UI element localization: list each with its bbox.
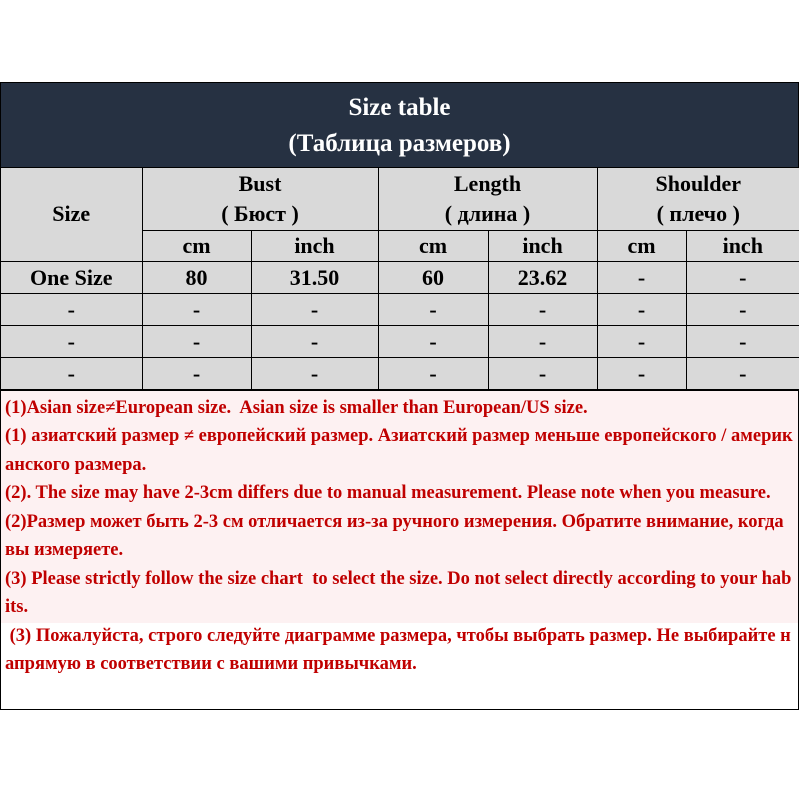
table-title — [1, 83, 798, 168]
unit-cell: inch — [686, 230, 799, 261]
table-row — [1, 325, 799, 357]
size-chart — [0, 82, 799, 710]
table-cell: 60 — [378, 261, 488, 293]
header-length-ru: ( длина ) — [444, 200, 531, 226]
unit-cell: inch — [251, 230, 378, 261]
table-cell: - — [1, 357, 142, 389]
table-cell: - — [142, 293, 251, 325]
table-cell: 31.50 — [251, 261, 378, 293]
table-cell: - — [686, 325, 799, 357]
table-cell: - — [686, 261, 799, 293]
table-cell: 80 — [142, 261, 251, 293]
unit-cell: cm — [142, 230, 251, 261]
header-shoulder — [597, 168, 799, 230]
header-length-label: Length — [453, 170, 522, 196]
table-cell: - — [686, 293, 799, 325]
table-cell: - — [488, 357, 597, 389]
table-cell: - — [1, 325, 142, 357]
note-line: (3) Пожалуйста, строго следуйте диаграмме размера, чтобы выбрать размер. Не выбирайте напрямую в соответствии с вашими привычками. — [5, 625, 791, 674]
table-cell: 23.62 — [488, 261, 597, 293]
table-row — [1, 293, 799, 325]
table-cell: - — [488, 293, 597, 325]
note-line: (2). The size may have 2-3cm differs due to manual measurement. Please note when you measure. — [5, 483, 771, 503]
table-cell: - — [251, 293, 378, 325]
size-notes — [1, 390, 798, 674]
table-cell: - — [597, 293, 686, 325]
table-cell: - — [251, 357, 378, 389]
table-cell: - — [1, 293, 142, 325]
table-cell: - — [378, 325, 488, 357]
header-shoulder-ru: ( плечо ) — [656, 200, 740, 226]
header-bust — [142, 168, 378, 230]
header-length — [378, 168, 597, 230]
table-cell: - — [251, 325, 378, 357]
table-cell: One Size — [1, 261, 142, 293]
table-row — [1, 261, 799, 293]
header-bust-ru: ( Бюст ) — [221, 200, 299, 226]
unit-cell: cm — [597, 230, 686, 261]
note-line: (2)Размер может быть 2-3 см отличается из-за ручного измерения. Обратите внимание, когда вы измеряете. — [5, 511, 789, 560]
table-cell: - — [378, 357, 488, 389]
size-table — [1, 168, 799, 390]
table-cell: - — [597, 357, 686, 389]
table-cell: - — [686, 357, 799, 389]
title-english: Size table — [348, 94, 451, 121]
unit-cell: cm — [378, 230, 488, 261]
unit-cell: inch — [488, 230, 597, 261]
note-line: (1)Asian size≠European size. Asian size is smaller than European/US size. — [5, 397, 588, 418]
table-cell: - — [142, 325, 251, 357]
table-cell: - — [488, 325, 597, 357]
header-shoulder-label: Shoulder — [655, 170, 742, 196]
title-russian: (Таблица размеров) — [288, 130, 511, 157]
table-row — [1, 357, 799, 389]
table-cell: - — [142, 357, 251, 389]
note-line: (1) азиатский размер ≠ европейский размер. Азиатский размер меньше европейского / американского размера. — [5, 426, 793, 475]
header-size: Size — [1, 168, 142, 261]
table-cell: - — [597, 261, 686, 293]
header-bust-label: Bust — [238, 170, 282, 196]
note-line: (3) Please strictly follow the size chart to select the size. Do not select directly according to your habits. — [5, 568, 792, 617]
table-cell: - — [597, 325, 686, 357]
table-cell: - — [378, 293, 488, 325]
